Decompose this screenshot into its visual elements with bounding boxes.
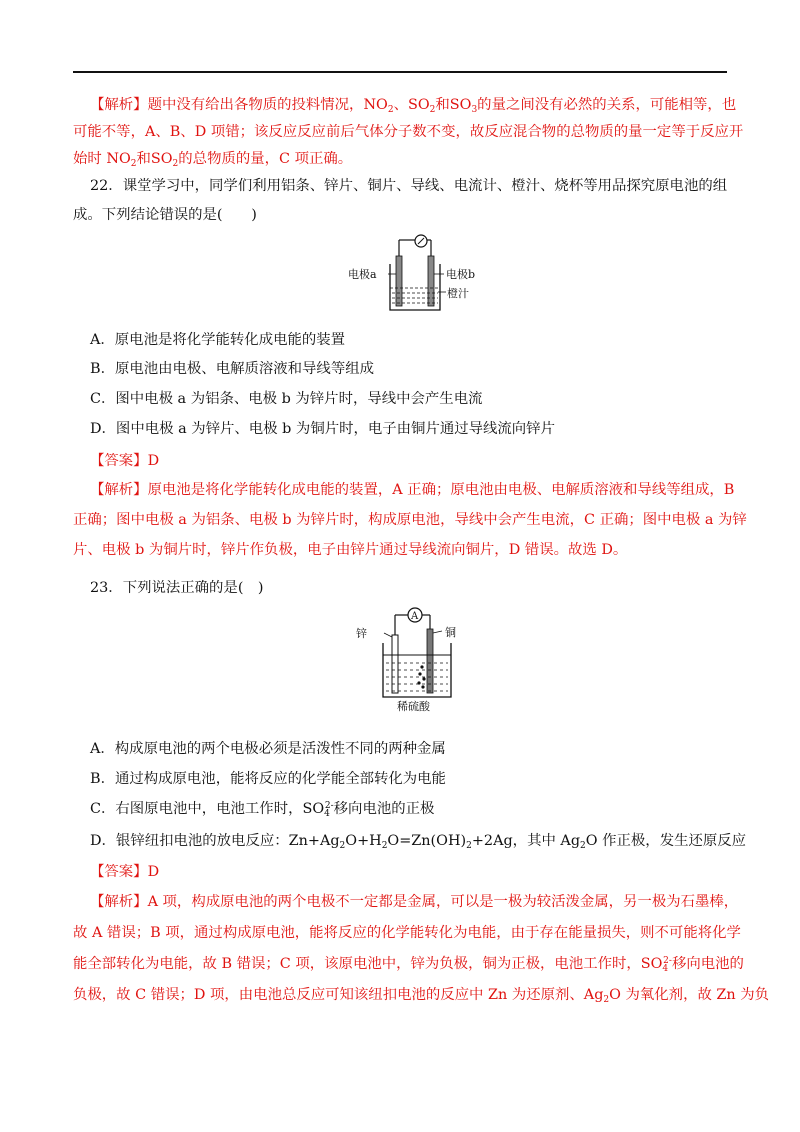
q23-option-b: B．通过构成原电池，能将反应的化学能全部转化为电能 <box>90 771 446 787</box>
label-zinc: 锌 <box>356 627 367 640</box>
q22-answer: 【答案】D <box>90 453 160 469</box>
q22-option-d: D．图中电极 a 为锌片、电极 b 为铜片时，电子由铜片通过导线流向锌片 <box>90 421 555 437</box>
q23-analysis-line-1: 【解析】A 项，构成原电池的两个电极不一定都是金属，可以是一极为较活泼金属，另一极为石墨棒， <box>90 894 739 910</box>
q22-option-c: C．图中电极 a 为铝条、电极 b 为锌片时，导线中会产生电流 <box>90 391 483 407</box>
label-dilute-sulfuric-acid: 稀硫酸 <box>397 700 430 713</box>
q23-analysis-line-2: 故 A 错误；B 项，通过构成原电池，能将反应的化学能转化为电能，由于存在能量损失，则不可能将化学 <box>73 925 741 941</box>
label-electrode-b: 电极b <box>446 268 476 281</box>
intro-analysis-line-3: 始时 $NO_2$和$SO_2$的总物质的量，C 项正确。 <box>73 151 353 169</box>
q22-option-a: A．原电池是将化学能转化成电能的装置 <box>90 332 346 348</box>
q23-answer: 【答案】D <box>90 864 160 880</box>
q23-analysis-line-3: 能全部转化为电能，故 B 错误；C 项，该原电池中，锌为负极，铜为正极，电池工作时，$SO_4^{2-}$移向电池的 <box>73 956 744 974</box>
q23-option-c: C．右图原电池中，电池工作时，$SO_4^{2-}$移向电池的正极 <box>90 801 435 819</box>
q22-analysis-line-1: 【解析】原电池是将化学能转化成电能的装置，A 正确；原电池由电极、电解质溶液和导线等组成，B <box>90 482 735 498</box>
label-orange-juice: 橙汁 <box>447 287 469 300</box>
q22-analysis-line-3: 片、电极 b 为铜片时，锌片作负极，电子由锌片通过导线流向铜片，D 错误。故选 D。 <box>73 542 628 558</box>
q22-option-b: B．原电池由电极、电解质溶液和导线等组成 <box>90 361 374 377</box>
q23-option-d: D．银锌纽扣电池的放电反应：$Zn+Ag_2O+H_2O=Zn(OH)_2+2Ag$，其中 $Ag_2O$ 作正极，发生还原反应 <box>90 833 747 851</box>
q22-stem-line-2: 成。下列结论错误的是( ) <box>73 207 257 223</box>
ammeter-label: A <box>411 611 419 622</box>
intro-analysis-line-2: 可能不等，A、B、D 项错；该反应反应前后气体分子数不变，故反应混合物的总物质的量一定等于反应开 <box>73 124 744 140</box>
header-rule <box>73 71 727 73</box>
label-copper: 铜 <box>445 626 456 639</box>
q23-option-a: A．构成原电池的两个电极必须是活泼性不同的两种金属 <box>90 741 446 757</box>
intro-analysis-line-1: 【解析】题中没有给出各物质的投料情况，$NO_2$、$SO_2$和$SO_3$的量之间没有必然的关系，可能相等，也 <box>90 97 737 115</box>
q23-analysis-line-4: 负极，故 C 错误；D 项，由电池总反应可知该纽扣电池的反应中 Zn 为还原剂、$Ag_2O$ 为氧化剂，故 Zn 为负 <box>73 987 770 1005</box>
q23-figure <box>350 603 460 713</box>
label-electrode-a: 电极a <box>348 268 377 281</box>
q23-stem: 23．下列说法正确的是( ) <box>90 580 264 596</box>
q22-figure <box>340 232 490 317</box>
q22-analysis-line-2: 正确；图中电极 a 为铝条、电极 b 为锌片时，构成原电池，导线中会产生电流，C 正确；图中电极 a 为锌 <box>73 512 747 528</box>
q22-stem-line-1: 22．课堂学习中，同学们利用铝条、锌片、铜片、导线、电流计、橙汁、烧杯等用品探究原电池的组 <box>90 178 728 194</box>
